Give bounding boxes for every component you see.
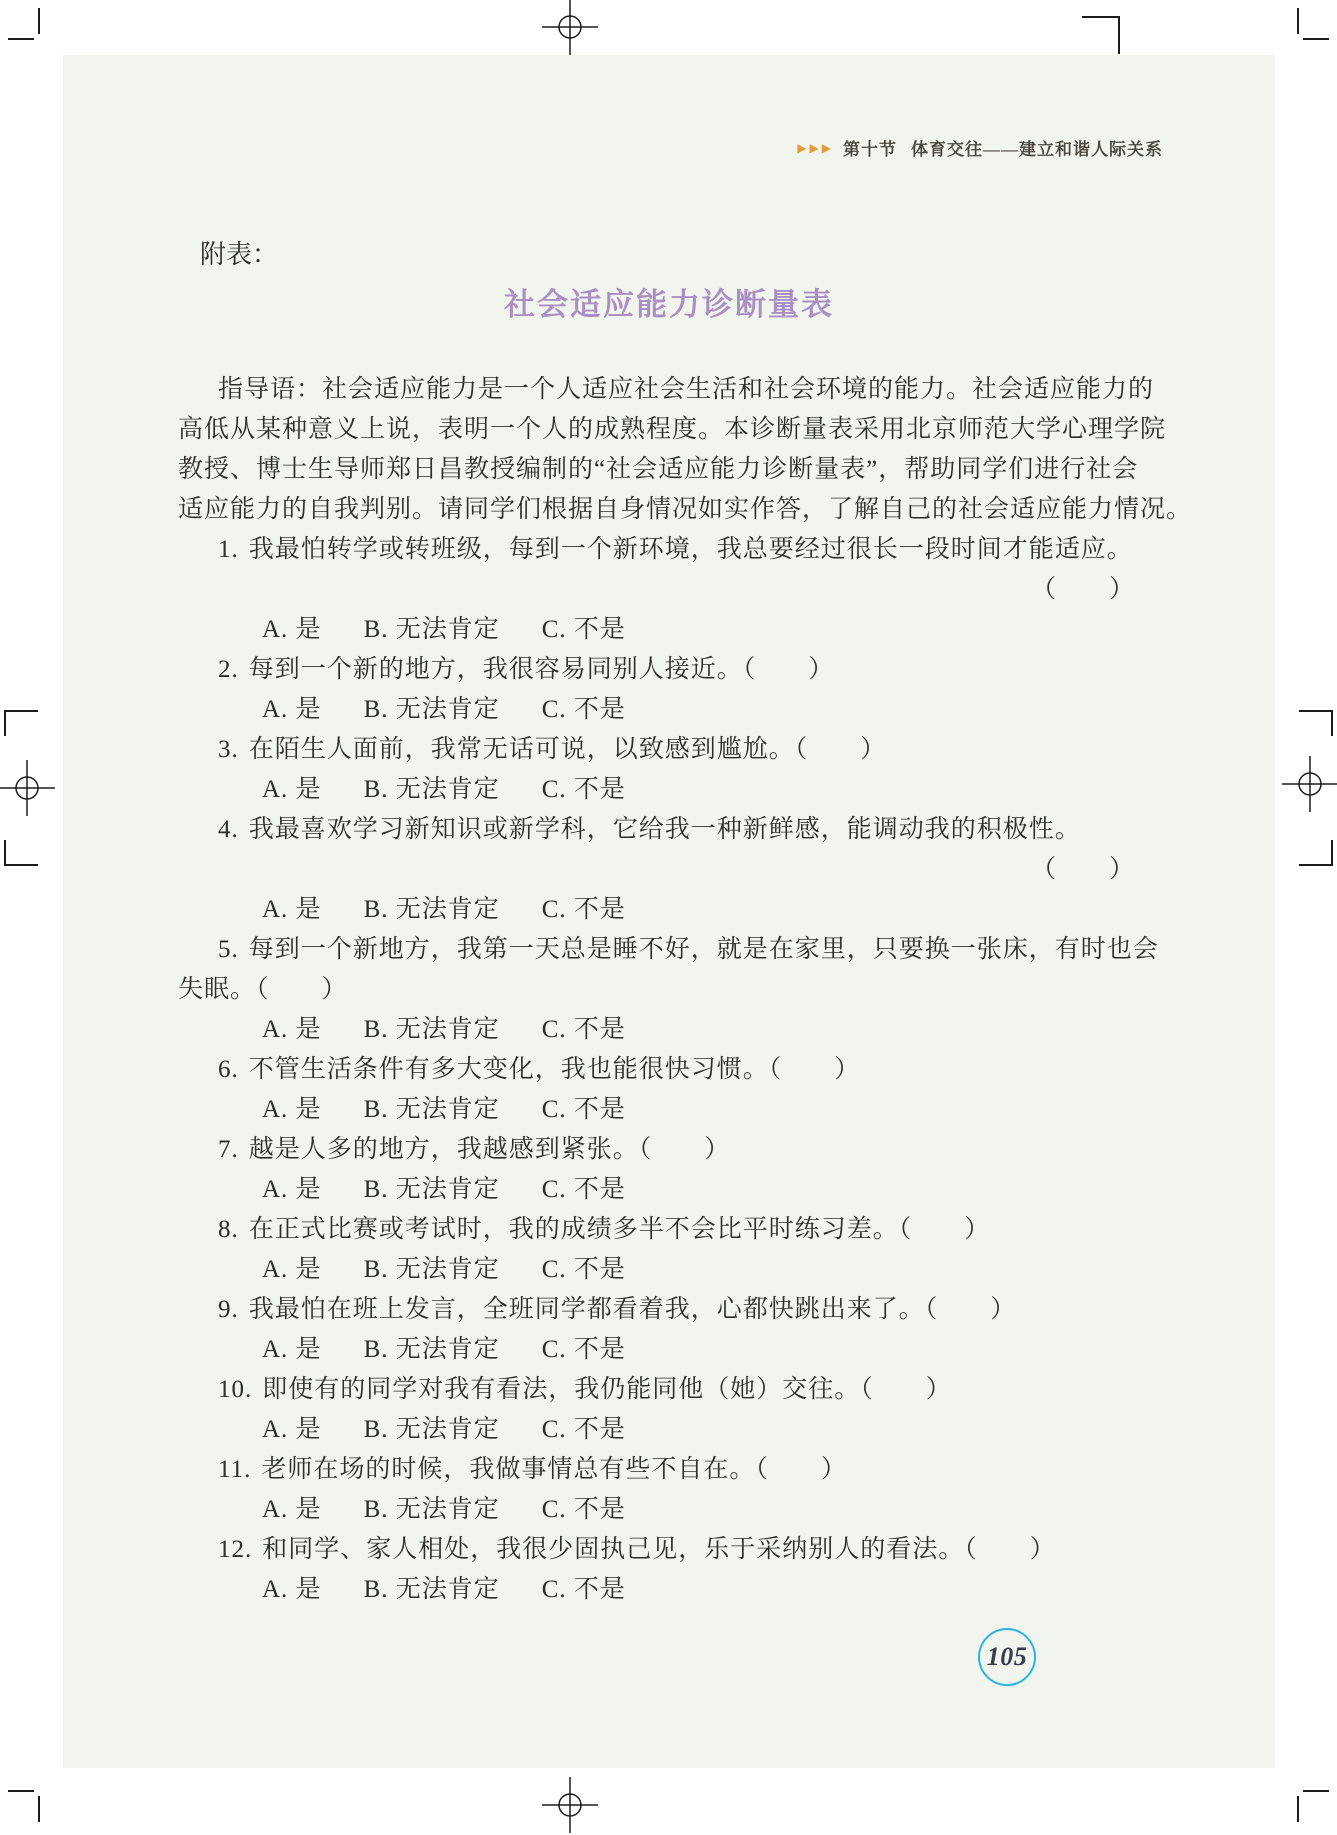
option-a: A. 是 [262, 1576, 322, 1603]
annex-label: 附表： [200, 240, 279, 269]
question-line [178, 1530, 1275, 1570]
scale-title: 社会适应能力诊断量表 [504, 287, 834, 322]
question-line [178, 1290, 1275, 1330]
option-c: C. 不是 [541, 1576, 626, 1603]
question-text: 我最怕转学或转班级，每到一个新环境，我总要经过很长一段时间才能适应。 [248, 536, 1133, 563]
section-number: 第十节 [843, 140, 897, 159]
question-text: 老师在场的时候，我做事情总有些不自在。（ ） [261, 1456, 847, 1483]
options-line [178, 1010, 1275, 1050]
options-line [178, 690, 1275, 730]
answer-bracket: （ ） [1030, 856, 1135, 883]
question-line [178, 650, 1275, 690]
question-line [178, 1050, 1275, 1090]
option-c: C. 不是 [541, 776, 626, 803]
instructions-line: 高低从某种意义上说，表明一个人的成熟程度。本诊断量表采用北京师范大学心理学院 [178, 416, 1167, 443]
option-a: A. 是 [262, 1016, 322, 1043]
question-line [178, 730, 1275, 770]
question-text: 即使有的同学对我有看法，我仍能同他（她）交往。（ ） [262, 1376, 952, 1403]
question-number: 5. [218, 936, 239, 963]
option-a: A. 是 [262, 896, 322, 923]
crop-mark [4, 710, 6, 736]
option-a: A. 是 [262, 776, 322, 803]
option-c: C. 不是 [541, 1016, 626, 1043]
option-b: B. 无法肯定 [363, 1496, 500, 1523]
crop-mark [1331, 840, 1333, 866]
options-line [178, 770, 1275, 810]
option-a: A. 是 [262, 616, 322, 643]
page-number-badge: 105 [978, 1628, 1036, 1686]
crop-mark [1297, 8, 1299, 34]
option-a: A. 是 [262, 696, 322, 723]
option-b: B. 无法肯定 [363, 1336, 500, 1363]
crop-mark [4, 710, 38, 712]
question-text: 我最喜欢学习新知识或新学科，它给我一种新鲜感，能调动我的积极性。 [248, 816, 1081, 843]
question-number: 10. [218, 1376, 253, 1403]
option-b: B. 无法肯定 [363, 896, 500, 923]
crop-mark [1082, 16, 1120, 18]
option-a: A. 是 [262, 1416, 322, 1443]
question-number: 2. [218, 656, 239, 683]
option-c: C. 不是 [541, 896, 626, 923]
option-b: B. 无法肯定 [363, 616, 500, 643]
option-c: C. 不是 [541, 1336, 626, 1363]
answer-bracket: （ ） [1030, 576, 1135, 603]
options-line [178, 1330, 1275, 1370]
crop-mark [1297, 1796, 1299, 1822]
crop-mark [1299, 710, 1333, 712]
questionnaire-body [178, 370, 1275, 1610]
crop-mark [1331, 710, 1333, 736]
option-a: A. 是 [262, 1336, 322, 1363]
section-title: 体育交往——建立和谐人际关系 [911, 140, 1163, 159]
question-number: 6. [218, 1056, 239, 1083]
question-text: 在正式比赛或考试时，我的成绩多半不会比平时练习差。（ ） [248, 1216, 991, 1243]
option-a: A. 是 [262, 1176, 322, 1203]
crop-mark [8, 1790, 34, 1792]
question-text: 和同学、家人相处，我很少固执己见，乐于采纳别人的看法。（ ） [262, 1536, 1056, 1563]
crop-mark [1303, 38, 1329, 40]
crop-mark [4, 864, 38, 866]
instructions-line: 指导语：社会适应能力是一个人适应社会生活和社会环境的能力。社会适应能力的 [218, 376, 1155, 403]
question-text: 越是人多的地方，我越感到紧张。（ ） [248, 1136, 731, 1163]
option-b: B. 无法肯定 [363, 1256, 500, 1283]
option-b: B. 无法肯定 [363, 1016, 500, 1043]
question-number: 11. [218, 1456, 252, 1483]
option-c: C. 不是 [541, 1176, 626, 1203]
option-b: B. 无法肯定 [363, 1176, 500, 1203]
question-text: 不管生活条件有多大变化，我也能很快习惯。（ ） [248, 1056, 861, 1083]
option-b: B. 无法肯定 [363, 776, 500, 803]
crop-mark [8, 38, 34, 40]
registration-target-icon [540, 0, 600, 57]
crop-mark [1303, 1790, 1329, 1792]
question-text-continued: 失眠。（ ） [178, 976, 348, 1003]
registration-target-icon [0, 758, 57, 818]
question-line [178, 810, 1275, 850]
options-line [178, 1170, 1275, 1210]
option-b: B. 无法肯定 [363, 1096, 500, 1123]
question-text: 在陌生人面前，我常无话可说，以致感到尴尬。（ ） [248, 736, 887, 763]
question-number: 7. [218, 1136, 239, 1163]
question-line [178, 530, 1275, 570]
option-a: A. 是 [262, 1496, 322, 1523]
crop-mark [4, 840, 6, 866]
options-line [178, 1490, 1275, 1530]
option-c: C. 不是 [541, 1256, 626, 1283]
triple-right-arrows-icon: ▶▶▶ [797, 140, 834, 155]
option-a: A. 是 [262, 1256, 322, 1283]
question-text: 我最怕在班上发言，全班同学都看着我，心都快跳出来了。（ ） [248, 1296, 1017, 1323]
question-number: 9. [218, 1296, 239, 1323]
options-line [178, 1090, 1275, 1130]
option-c: C. 不是 [541, 616, 626, 643]
option-c: C. 不是 [541, 1096, 626, 1123]
question-number: 8. [218, 1216, 239, 1243]
question-number: 3. [218, 736, 239, 763]
option-c: C. 不是 [541, 1496, 626, 1523]
options-line [178, 1570, 1275, 1610]
instructions-line: 适应能力的自我判别。请同学们根据自身情况如实作答，了解自己的社会适应能力情况。 [178, 496, 1193, 523]
crop-mark [1118, 16, 1120, 54]
option-a: A. 是 [262, 1096, 322, 1123]
question-line [178, 1450, 1275, 1490]
crop-mark [38, 8, 40, 34]
registration-target-icon [540, 1775, 600, 1835]
question-line [178, 1210, 1275, 1250]
question-line [178, 1130, 1275, 1170]
option-b: B. 无法肯定 [363, 1576, 500, 1603]
instructions-line: 教授、博士生导师郑日昌教授编制的“社会适应能力诊断量表”，帮助同学们进行社会 [178, 456, 1139, 483]
question-line [178, 930, 1275, 970]
page [63, 55, 1275, 1768]
question-text: 每到一个新地方，我第一天总是睡不好，就是在家里，只要换一张床，有时也会 [248, 936, 1159, 963]
question-number: 12. [218, 1536, 253, 1563]
option-b: B. 无法肯定 [363, 1416, 500, 1443]
question-line [178, 1370, 1275, 1410]
question-number: 1. [218, 536, 239, 563]
option-b: B. 无法肯定 [363, 696, 500, 723]
running-header [63, 135, 1163, 160]
option-c: C. 不是 [541, 696, 626, 723]
crop-mark [1299, 864, 1333, 866]
question-text: 每到一个新的地方，我很容易同别人接近。（ ） [248, 656, 835, 683]
options-line [178, 1410, 1275, 1450]
question-number: 4. [218, 816, 239, 843]
option-c: C. 不是 [541, 1416, 626, 1443]
options-line [178, 890, 1275, 930]
options-line [178, 610, 1275, 650]
registration-target-icon [1280, 754, 1337, 814]
crop-mark [38, 1796, 40, 1822]
options-line [178, 1250, 1275, 1290]
